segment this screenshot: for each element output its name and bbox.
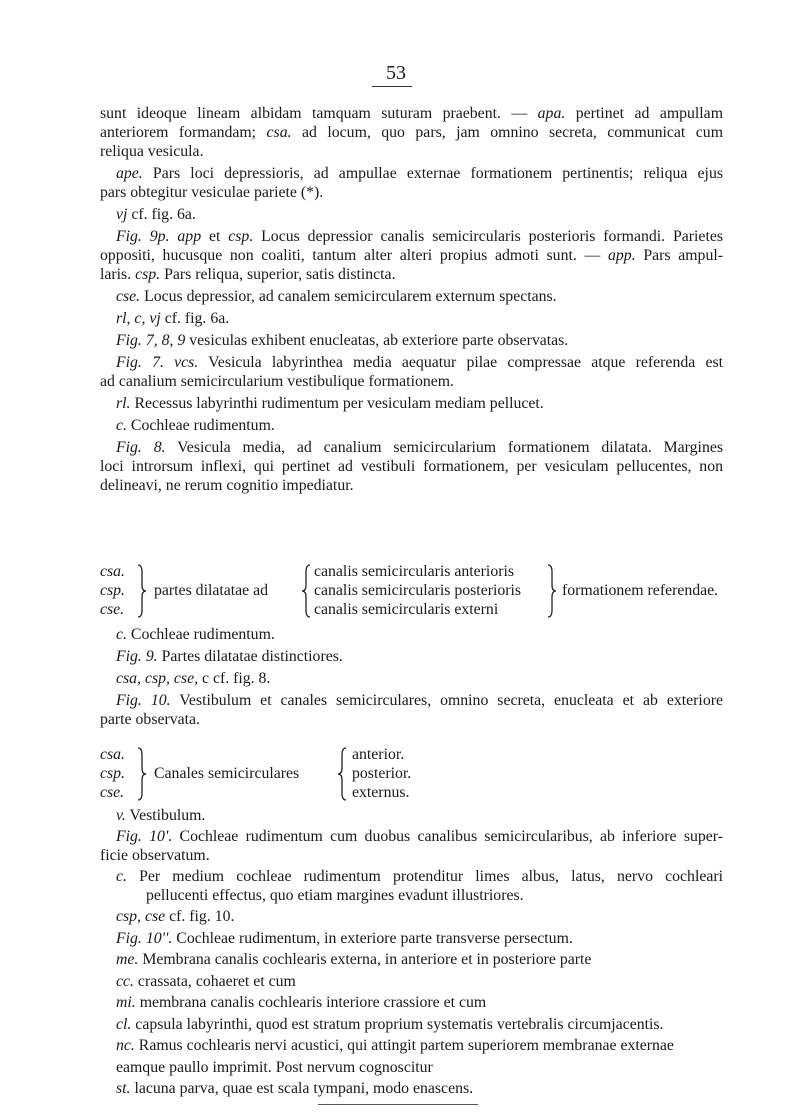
brace2-middle: Canales semicirculares <box>154 765 300 782</box>
label-italic: cl. <box>116 1015 132 1033</box>
text-run: cf. fig. 10. <box>165 908 235 925</box>
text-line <box>116 309 229 328</box>
label-italic: Fig. 9. <box>116 648 158 665</box>
brace2-left-bracket <box>136 747 148 801</box>
text-run: pellucenti effectus, quo etiam margines evadunt illustriores. <box>146 887 524 904</box>
label-italic: Fig. 10. <box>116 692 171 709</box>
text-run: pertinet ad ampullam <box>565 105 723 122</box>
brace1-middle: partes dilatatae ad <box>154 582 269 599</box>
text-line <box>100 265 396 284</box>
text-line <box>116 227 723 246</box>
text-run: ficie observatum. <box>100 847 210 864</box>
label-italic: c. <box>116 626 131 643</box>
brace2-left-1: csa. <box>100 746 126 763</box>
text-line <box>100 246 723 265</box>
text-line <box>116 1058 433 1077</box>
text-line <box>116 647 343 666</box>
text-run: parte observata. <box>100 711 200 728</box>
text-run: vesiculas exhibent enucleatas, ab exteriore parte observatas. <box>185 332 569 349</box>
label-italic: Fig. 9p. app <box>116 228 202 245</box>
label-italic: csp, cse <box>116 908 166 925</box>
text-line <box>116 353 723 372</box>
label-italic: vj <box>116 206 128 223</box>
text-run: Vestibulum. <box>125 807 206 824</box>
brace1-right-3: canalis semicircularis externi <box>314 601 499 618</box>
text-run: Cochleae rudimentum. <box>126 417 275 434</box>
text-line <box>116 1036 674 1055</box>
text-run: Cochleae rudimentum, in exteriore parte transverse persectum. <box>172 929 573 947</box>
label-italic: rl. <box>116 395 131 412</box>
text-line <box>116 806 205 825</box>
text-run: cf. fig. 6a. <box>127 206 196 223</box>
brace2-right-3: externus. <box>352 784 410 801</box>
text-run: reliqua vesicula. <box>100 143 204 160</box>
label-italic: Fig. 7, 8, 9 <box>116 332 186 349</box>
text-line <box>146 886 524 905</box>
text-run: c cf. fig. 8. <box>198 670 271 687</box>
label-italic: csa. <box>266 124 292 141</box>
text-run: lacuna parva, quae est scala tympani, modo enascens. <box>130 1080 474 1097</box>
label-italic: csp. <box>135 266 161 283</box>
label-italic: c. <box>116 868 127 885</box>
text-run: Pars ampul- <box>635 247 723 264</box>
brace2-right-2: posterior. <box>352 765 412 782</box>
text-line <box>116 929 573 948</box>
label-italic: ape. <box>116 165 143 182</box>
text-run: Cochleae rudimentum cum duobus canalibus semicircularibus, ab inferiore super- <box>172 828 723 845</box>
text-line <box>100 846 210 865</box>
label-italic: Fig. 10''. <box>116 929 173 947</box>
text-line <box>100 183 323 202</box>
label-italic: st. <box>116 1080 131 1097</box>
text-run: Vestibulum et canales semicirculares, omnino secreta, enucleata et ab exteriore <box>170 692 723 709</box>
text-run: anteriorem formandam; <box>100 124 267 141</box>
label-italic: cse. <box>116 288 141 305</box>
text-line <box>100 710 200 729</box>
label-italic: app. <box>608 247 636 264</box>
text-line <box>116 1015 664 1034</box>
brace1-left-3: cse. <box>100 601 125 618</box>
brace2-left-3: cse. <box>100 784 125 801</box>
brace1-mid-bracket <box>300 564 312 618</box>
label-italic: Fig. 7. vcs. <box>116 354 199 371</box>
text-run: pars obtegitur vesiculae pariete (*). <box>100 184 324 201</box>
brace1-right-1: canalis semicircularis anterioris <box>314 563 515 580</box>
text-line <box>116 331 568 350</box>
text-run: ad locum, quo pars, jam omnino secreta, communicat cum <box>291 124 723 141</box>
text-run: delineavi, ne rerum cognitio impediatur. <box>100 477 354 494</box>
text-run: Cochleae rudimentum. <box>130 626 275 643</box>
text-line <box>116 993 486 1012</box>
text-line <box>100 142 204 161</box>
text-line <box>116 669 270 688</box>
label-italic: apa. <box>537 105 566 122</box>
text-run: crassata, cohaeret et cum <box>133 972 296 990</box>
text-run: Recessus labyrinthi rudimentum per vesiculam mediam pellucet. <box>130 395 544 412</box>
text-line <box>100 476 354 495</box>
label-italic: csp. <box>228 228 254 245</box>
text-line <box>116 907 234 926</box>
text-line <box>116 205 196 224</box>
text-run: loci introrsum inflexi, qui pertinet ad vestibuli formationem, per vesiculam pellucentes, non <box>100 458 723 475</box>
text-run: et <box>201 228 229 245</box>
text-run: Vesicula labyrinthea media aequatur pilae compressae atque referenda est <box>198 354 723 371</box>
label-italic: nc. <box>116 1037 135 1054</box>
brace1-left-2: csp. <box>100 582 126 599</box>
brace1-left-1: csa. <box>100 563 126 580</box>
text-line <box>116 867 723 886</box>
text-run: Pars loci depressioris, ad ampullae externae formationem pertinentis; reliqua ejus <box>142 165 723 182</box>
label-italic: v. <box>116 807 126 824</box>
text-run: Locus depressior, ad canalem semicircularem externum spectans. <box>140 288 557 305</box>
text-line <box>100 123 723 142</box>
bottom-rule <box>318 1104 478 1105</box>
text-run: cf. fig. 6a. <box>160 310 230 327</box>
brace1-left-bracket <box>136 564 148 618</box>
label-italic: Fig. 10'. <box>116 828 173 845</box>
label-italic: me. <box>116 951 139 968</box>
label-italic: c. <box>116 417 127 434</box>
text-line <box>116 287 557 306</box>
text-line <box>116 950 591 969</box>
text-run: capsula labyrinthi, quod est stratum proprium systematis vertebralis circumjacentis. <box>131 1015 664 1033</box>
text-line <box>100 104 723 123</box>
brace2-right-1: anterior. <box>352 746 405 763</box>
text-line <box>116 394 544 413</box>
text-line <box>116 416 275 435</box>
brace2-left-2: csp. <box>100 765 126 782</box>
text-line <box>116 1079 473 1098</box>
label-italic: mi. <box>116 994 136 1011</box>
text-run: oppositi, hucusque non coaliti, tantum alter alteri propius admoti sunt. — <box>100 247 608 264</box>
text-run: Per medium cochleae rudimentum protenditur limes albus, latus, nervo cochleari <box>126 868 723 885</box>
text-line <box>100 457 723 476</box>
text-run: Ramus cochlearis nervi acustici, qui attingit partem superiorem membranae externae <box>134 1037 674 1054</box>
text-run: sunt ideoque lineam albidam tamquam suturam praebent. — <box>100 105 538 122</box>
text-run: Locus depressior canalis semicircularis posterioris formandi. Parietes <box>253 228 723 245</box>
text-line <box>116 691 723 710</box>
text-run: membrana canalis cochlearis interiore crassiore et cum <box>135 994 487 1011</box>
text-run: Vesicula media, ad canalium semicircularium formationem dilatata. Margines <box>165 439 723 456</box>
text-run: eamque paullo imprimit. Post nervum cognoscitur <box>116 1058 433 1076</box>
brace2-mid-bracket <box>336 747 348 801</box>
text-run: Pars reliqua, superior, satis distincta. <box>160 266 396 283</box>
brace1-end: formationem referendae. <box>562 582 719 599</box>
text-run: Partes dilatatae distinctiores. <box>157 648 343 665</box>
text-run: ad canalium semicircularium vestibulique formationem. <box>100 373 455 390</box>
page-number-rule <box>372 86 412 87</box>
brace1-right-2: canalis semicircularis posterioris <box>314 582 522 599</box>
text-line <box>116 625 275 644</box>
brace1-right-bracket <box>546 564 558 618</box>
label-italic: cc. <box>116 972 134 990</box>
text-line <box>116 972 296 991</box>
text-run: laris. <box>100 266 136 283</box>
text-line <box>116 164 723 183</box>
text-line <box>116 827 723 846</box>
text-line <box>116 438 723 457</box>
text-run: Membrana canalis cochlearis externa, in anteriore et in posteriore parte <box>138 951 592 968</box>
label-italic: rl, c, vj <box>116 310 161 327</box>
label-italic: Fig. 8. <box>116 439 166 456</box>
label-italic: csa, csp, cse, <box>116 670 199 687</box>
text-line <box>100 372 454 391</box>
page-number: 53 <box>386 62 406 84</box>
